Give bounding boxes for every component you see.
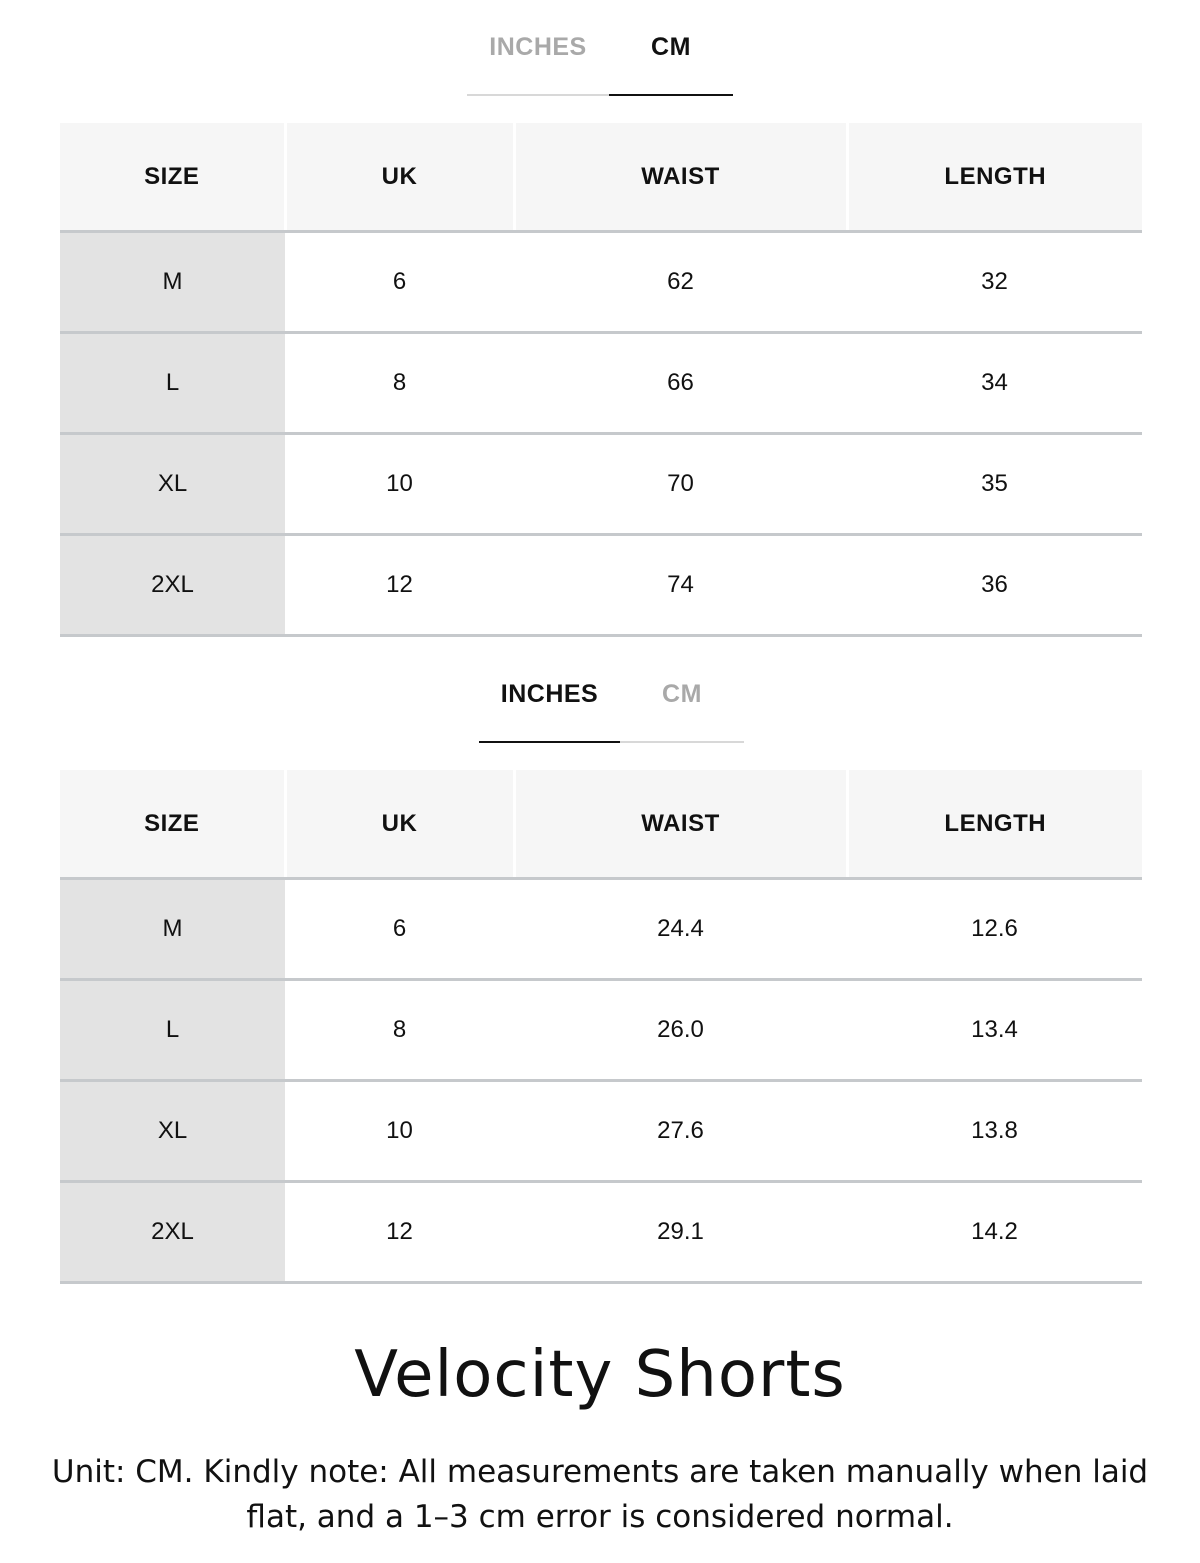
waist-cell: 66 <box>514 333 847 434</box>
size-cell: 2XL <box>60 1182 285 1283</box>
table-row <box>60 232 1142 333</box>
column-header-waist: WAIST <box>514 770 847 879</box>
column-header-size: SIZE <box>60 123 285 232</box>
unit-tabs <box>479 647 744 743</box>
uk-cell: 12 <box>285 1182 514 1283</box>
size-cell: L <box>60 333 285 434</box>
table-row <box>60 333 1142 434</box>
waist-cell: 27.6 <box>514 1081 847 1182</box>
tab-inches[interactable]: INCHES <box>467 0 609 96</box>
waist-cell: 29.1 <box>514 1182 847 1283</box>
column-header-size: SIZE <box>60 770 285 879</box>
unit-tabs <box>467 0 733 96</box>
table-row <box>60 1182 1142 1283</box>
tab-cm[interactable]: CM <box>609 0 733 96</box>
length-cell: 13.4 <box>847 980 1142 1081</box>
column-header-length: LENGTH <box>847 770 1142 879</box>
size-cell: L <box>60 980 285 1081</box>
table-header-row <box>60 770 1142 879</box>
size-cell: M <box>60 879 285 980</box>
uk-cell: 12 <box>285 535 514 636</box>
length-cell: 34 <box>847 333 1142 434</box>
length-cell: 12.6 <box>847 879 1142 980</box>
waist-cell: 26.0 <box>514 980 847 1081</box>
size-cell: XL <box>60 434 285 535</box>
uk-cell: 8 <box>285 980 514 1081</box>
size-table-cm <box>60 123 1142 637</box>
waist-cell: 62 <box>514 232 847 333</box>
uk-cell: 6 <box>285 232 514 333</box>
length-cell: 35 <box>847 434 1142 535</box>
uk-cell: 10 <box>285 434 514 535</box>
column-header-uk: UK <box>285 123 514 232</box>
length-cell: 32 <box>847 232 1142 333</box>
length-cell: 36 <box>847 535 1142 636</box>
size-cell: M <box>60 232 285 333</box>
product-title: Velocity Shorts <box>354 1338 846 1412</box>
column-header-waist: WAIST <box>514 123 847 232</box>
uk-cell: 6 <box>285 879 514 980</box>
size-cell: XL <box>60 1081 285 1182</box>
waist-cell: 70 <box>514 434 847 535</box>
table-row <box>60 980 1142 1081</box>
tab-cm[interactable]: CM <box>620 647 744 743</box>
tab-inches[interactable]: INCHES <box>479 647 620 743</box>
uk-cell: 10 <box>285 1081 514 1182</box>
length-cell: 14.2 <box>847 1182 1142 1283</box>
waist-cell: 74 <box>514 535 847 636</box>
table-row <box>60 535 1142 636</box>
measurement-note: Unit: CM. Kindly note: All measurements are taken manually when laid flat, and a 1–3 cm error is considered normal. <box>51 1454 1149 1535</box>
table-header-row <box>60 123 1142 232</box>
size-cell: 2XL <box>60 535 285 636</box>
column-header-uk: UK <box>285 770 514 879</box>
uk-cell: 8 <box>285 333 514 434</box>
length-cell: 13.8 <box>847 1081 1142 1182</box>
table-row <box>60 879 1142 980</box>
size-table-inches <box>60 770 1142 1284</box>
table-row <box>60 434 1142 535</box>
column-header-length: LENGTH <box>847 123 1142 232</box>
table-row <box>60 1081 1142 1182</box>
waist-cell: 24.4 <box>514 879 847 980</box>
